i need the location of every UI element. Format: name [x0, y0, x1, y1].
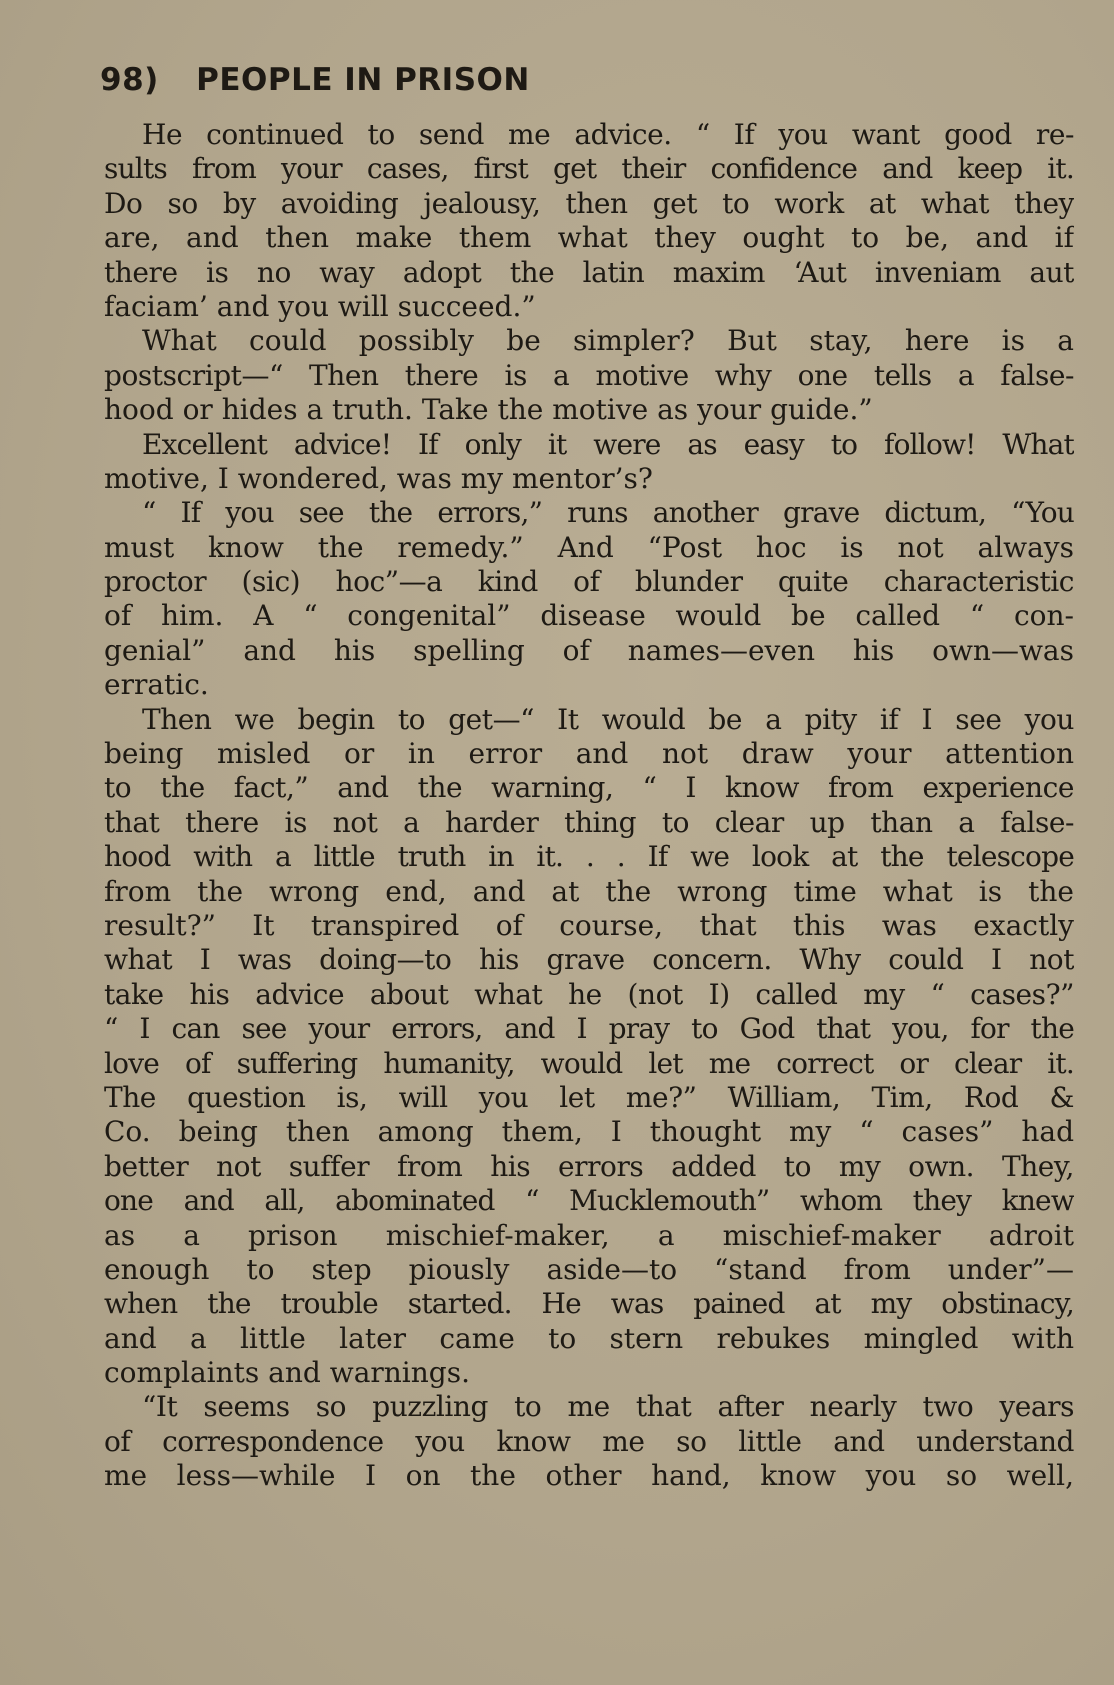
text-line: hood or hides a truth. Take the motive as your guide.” — [104, 393, 873, 427]
text-line: there is no way adopt the latin maxim ‘Aut inveniam aut — [104, 255, 1074, 289]
text-line: Do so by avoiding jealousy, then get to work at what they — [104, 186, 1074, 220]
text-line: take his advice about what he (not I) called my “ cases?” — [104, 977, 1074, 1011]
text-line: that there is not a harder thing to clear up than a false- — [104, 805, 1074, 839]
text-line: enough to step piously aside—to “stand from under”— — [104, 1252, 1074, 1286]
text-line: one and all, abominated “ Mucklemouth” whom they knew — [104, 1184, 1074, 1218]
text-line: when the trouble started. He was pained at my obstinacy, — [104, 1287, 1074, 1321]
text-line: faciam’ and you will succeed.” — [104, 289, 536, 323]
text-line: “It seems so puzzling to me that after nearly two years — [142, 1390, 1074, 1424]
text-line: as a prison mischief-maker, a mischief-maker adroit — [104, 1218, 1074, 1252]
text-line: what I was doing—to his grave concern. Why could I not — [104, 943, 1074, 977]
text-line: love of suffering humanity, would let me correct or clear it. — [104, 1046, 1074, 1080]
text-line: sults from your cases, first get their confidence and keep it. — [104, 152, 1074, 186]
text-line: and a little later came to stern rebukes mingled with — [104, 1321, 1074, 1355]
text-line: “ I can see your errors, and I pray to God that you, for the — [104, 1012, 1074, 1046]
text-line: Co. being then among them, I thought my “ cases” had — [104, 1115, 1074, 1149]
text-line: hood with a little truth in it. . . If we look at the telescope — [104, 840, 1074, 874]
page-number: 98) — [100, 62, 159, 98]
body-text — [104, 118, 1074, 1494]
text-line: result?” It transpired of course, that this was exactly — [104, 908, 1074, 942]
text-line: are, and then make them what they ought to be, and if — [104, 221, 1074, 255]
text-line: The question is, will you let me?” William, Tim, Rod & — [104, 1080, 1074, 1114]
text-line: genial” and his spelling of names—even his own—was — [104, 633, 1074, 667]
running-title: PEOPLE IN PRISON — [196, 62, 530, 98]
text-line: of him. A “ congenital” disease would be called “ con- — [104, 599, 1074, 633]
text-line: from the wrong end, and at the wrong time what is the — [104, 874, 1074, 908]
text-line: Excellent advice! If only it were as easy to follow! What — [142, 427, 1074, 461]
text-line: erratic. — [104, 668, 209, 702]
text-line: “ If you see the errors,” runs another grave dictum, “You — [142, 496, 1074, 530]
text-line: me less—while I on the other hand, know you so well, — [104, 1459, 1074, 1493]
running-header — [100, 62, 530, 98]
text-line: motive, I wondered, was my mentor’s? — [104, 461, 653, 495]
text-line: He continued to send me advice. “ If you want good re- — [142, 118, 1074, 151]
text-line: of correspondence you know me so little and understand — [104, 1424, 1074, 1458]
text-line: to the fact,” and the warning, “ I know from experience — [104, 771, 1074, 805]
text-line: complaints and warnings. — [104, 1356, 470, 1390]
text-line: proctor (sic) hoc”—a kind of blunder quite characteristic — [104, 565, 1074, 599]
text-line: better not suffer from his errors added to my own. They, — [104, 1149, 1074, 1183]
text-line: being misled or in error and not draw your attention — [104, 737, 1074, 771]
text-line: must know the remedy.” And “Post hoc is not always — [104, 530, 1074, 564]
text-line: Then we begin to get—“ It would be a pity if I see you — [142, 702, 1074, 736]
text-line: What could possibly be simpler? But stay, here is a — [142, 324, 1074, 358]
text-line: postscript—“ Then there is a motive why one tells a false- — [104, 358, 1074, 392]
